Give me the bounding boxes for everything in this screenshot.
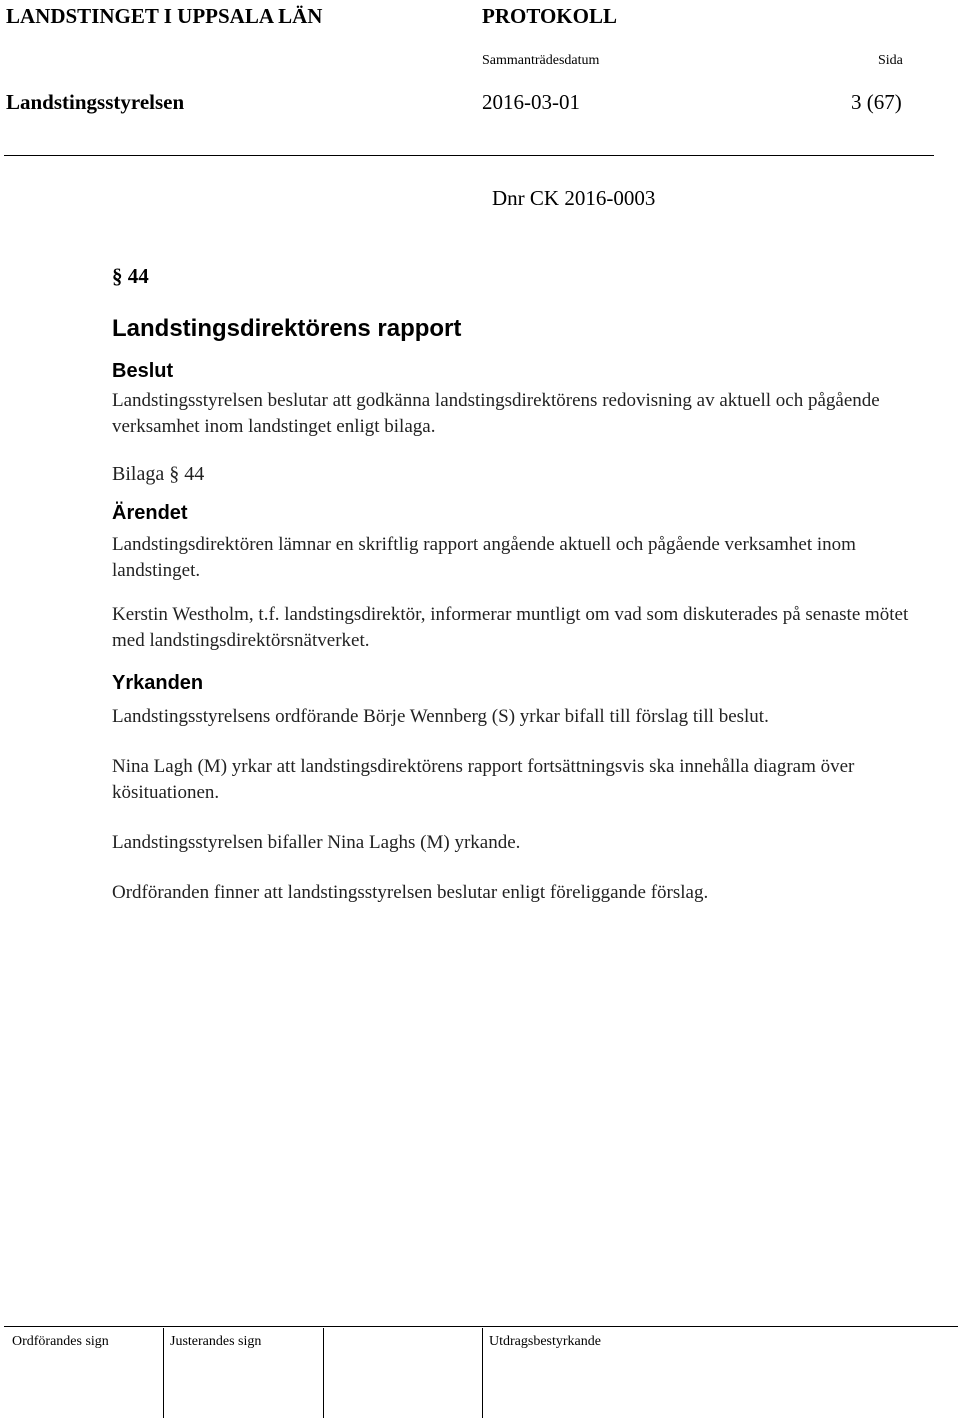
meeting-date: 2016-03-01	[482, 90, 580, 114]
meeting-date-label: Sammanträdesdatum	[482, 53, 600, 68]
paragraph-heading	[112, 258, 942, 294]
chair-sign-label: Ordförandes sign	[12, 1334, 109, 1349]
yrkanden-text-3: Landstingsstyrelsen bifaller Nina Laghs (M) yrkande.	[112, 832, 521, 853]
yrkanden-text-4: Ordföranden finner att landstingsstyrelsen beslutar enligt föreliggande förslag.	[112, 882, 709, 903]
beslut-heading: Beslut	[112, 360, 174, 382]
attachment-label: Bilaga	[112, 463, 165, 485]
footer-cell-divider	[482, 1328, 483, 1418]
document-type: PROTOKOLL	[482, 4, 617, 28]
footer-divider	[4, 1326, 958, 1327]
arendet-text-2: Kerstin Westholm, t.f. landstingsdirektör, informerar muntligt om vad som diskuterades på senaste mötet med landstingsdirektörsnätverket.	[112, 604, 909, 651]
arendet-heading: Ärendet	[112, 502, 188, 524]
attachment-reference	[112, 460, 942, 488]
paragraph-number: 44	[127, 264, 149, 288]
yrkanden-text-1: Landstingsstyrelsens ordförande Börje Wennberg (S) yrkar bifall till förslag till beslut.	[112, 706, 769, 727]
footer-cell-divider	[163, 1328, 164, 1418]
yrkanden-text-2: Nina Lagh (M) yrkar att landstingsdirektörens rapport fortsättningsvis ska innehålla diagram över kösituationen.	[112, 756, 855, 803]
section-content	[112, 258, 942, 906]
footer-cell-divider	[323, 1328, 324, 1418]
attachment-number: 44	[184, 463, 205, 485]
committee-name: Landstingsstyrelsen	[6, 90, 185, 114]
paragraph-symbol: §	[112, 264, 123, 288]
page-label: Sida	[878, 53, 903, 68]
adjuster-sign-label: Justerandes sign	[170, 1334, 262, 1349]
arendet-text-1: Landstingsdirektören lämnar en skriftlig rapport angående aktuell och pågående verksamhet inom landstinget.	[112, 534, 856, 581]
section-title: Landstingsdirektörens rapport	[112, 315, 462, 342]
extract-certification-label: Utdragsbestyrkande	[489, 1334, 601, 1349]
beslut-text: Landstingsstyrelsen beslutar att godkänna landstingsdirektörens redovisning av aktuell och pågående verksamhet inom landstinget enligt bilaga.	[112, 390, 880, 437]
diary-number: Dnr CK 2016-0003	[492, 186, 656, 210]
attachment-symbol: §	[169, 463, 180, 485]
page-number: 3 (67)	[851, 90, 902, 114]
yrkanden-heading: Yrkanden	[112, 672, 204, 694]
header-divider	[4, 155, 934, 156]
organization-name: LANDSTINGET I UPPSALA LÄN	[6, 4, 323, 28]
